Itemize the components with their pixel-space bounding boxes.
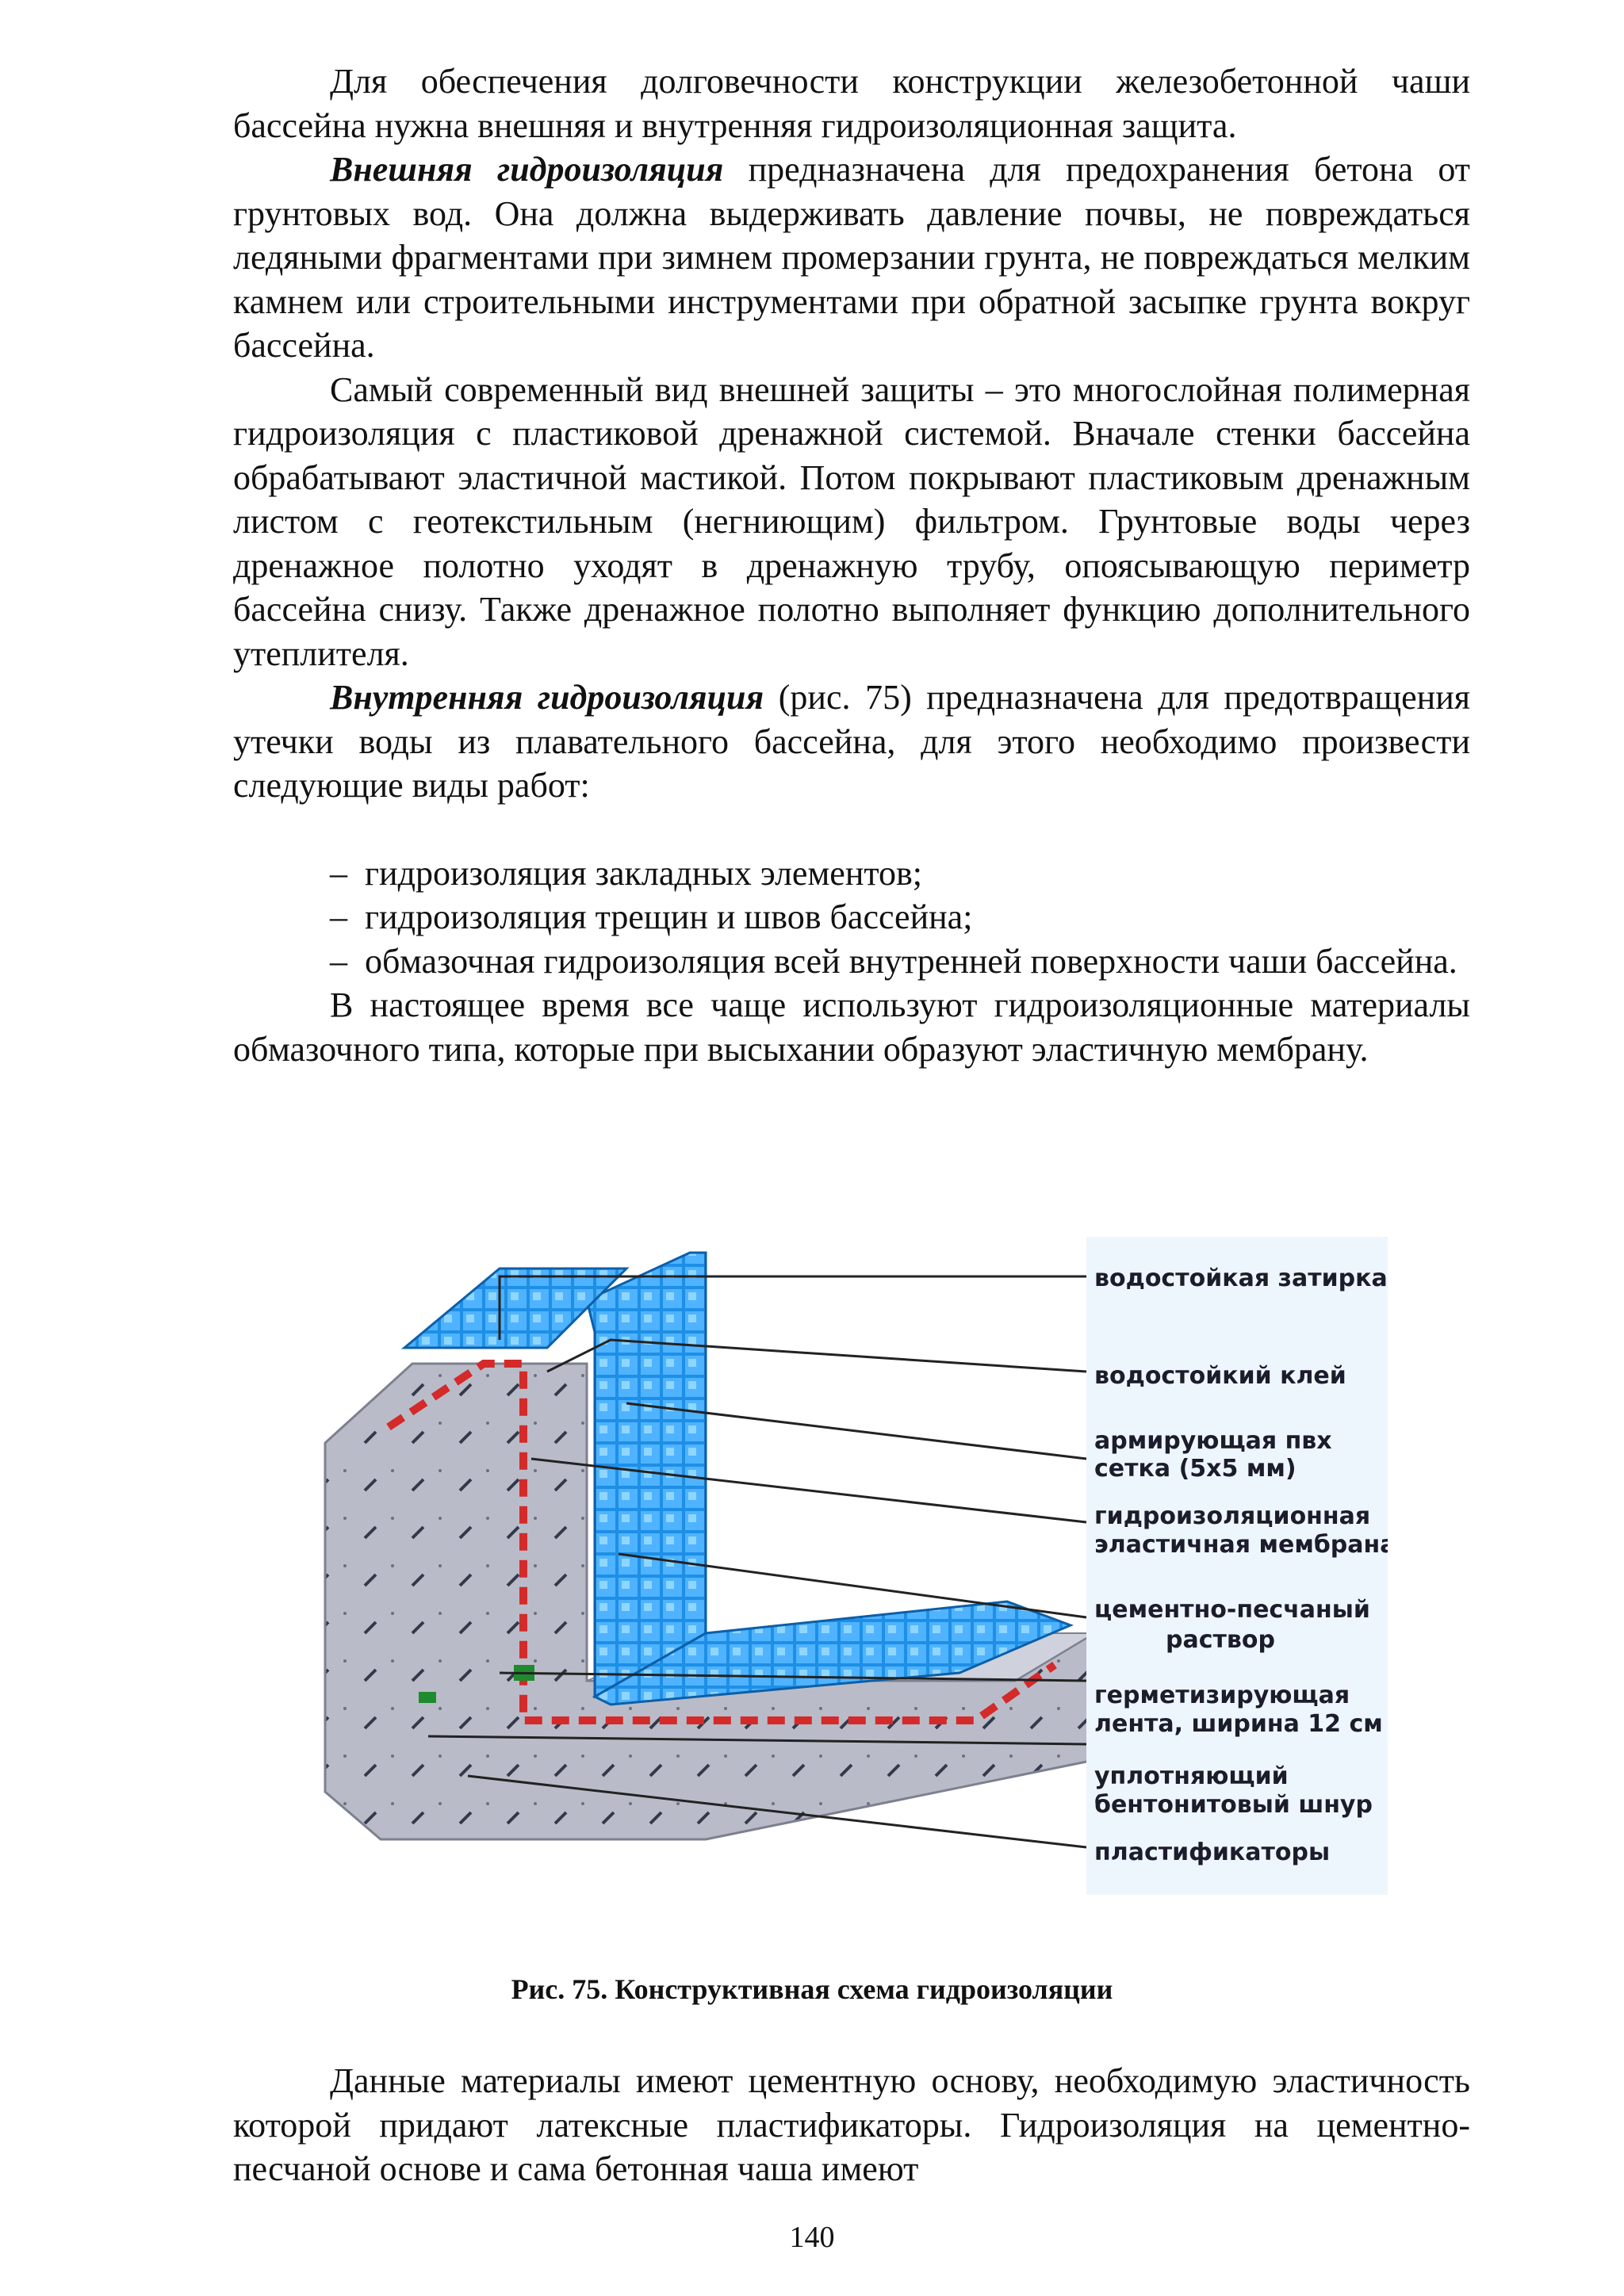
list-item-text: гидроизоляция закладных элементов; [365, 853, 923, 893]
list-dash: – [330, 941, 347, 981]
paragraph-intro: Для обеспечения долговечности конструкции железобетонной чаши бассейна нужна внешняя и внутренняя гидроизоляционная защита. [233, 62, 1470, 145]
term-external: Внешняя гидроизоляция [330, 150, 724, 189]
waterproofing-diagram [262, 1221, 1388, 1903]
label-mortar-2: раствор [1166, 1626, 1275, 1654]
label-mortar-1: цементно-песчаный [1094, 1596, 1370, 1624]
list-dash: – [330, 853, 347, 893]
label-cord-1: уплотняющий [1094, 1762, 1289, 1790]
label-membrane-2: эластичная мембрана [1094, 1531, 1388, 1559]
label-plasticizers: пластификаторы [1094, 1839, 1331, 1866]
paragraph-nowadays: В настоящее время все чаще используют гидроизоляционные материалы обмазочного типа, которые при высыхании образуют эластичную мембрану. [233, 985, 1470, 1069]
page-number: 140 [789, 2221, 835, 2254]
paragraph-internal [233, 675, 1470, 808]
internal-text: (рис. 75) предназначена для предотвращения утечки воды из плавательного бассейна, для этого необходимо произвести следующие виды работ: [233, 678, 1470, 805]
label-mesh-2: сетка (5х5 мм) [1094, 1455, 1297, 1483]
figure-caption: Рис. 75. Конструктивная схема гидроизоляции [511, 1973, 1113, 2005]
label-grout: водостойкая затирка [1094, 1265, 1388, 1292]
list-item-text: гидроизоляция трещин и швов бассейна; [365, 897, 973, 936]
term-internal: Внутренняя гидроизоляция [330, 678, 764, 717]
label-tape-2: лента, ширина 12 см [1094, 1710, 1383, 1738]
list-item-text: обмазочная гидроизоляция всей внутренней поверхности чаши бассейна. [365, 941, 1457, 981]
label-cord-2: бентонитовый шнур [1094, 1791, 1373, 1819]
waterproofing-figure [262, 1221, 1388, 1903]
wall-tiles [587, 1253, 706, 1697]
paragraph-external [233, 147, 1470, 368]
works-list [233, 851, 1470, 984]
list-item [233, 895, 1470, 939]
external-text: предназначена для предохранения бетона от грунтовых вод. Она должна выдерживать давление почвы, не повреждаться ледяными фрагментами при зимнем промерзании грунта, не повреждаться мелким камнем или строительными инструментами при обратной засыпке грунта вокруг бассейна. [233, 150, 1470, 365]
label-tape-1: герметизирующая [1094, 1682, 1350, 1709]
list-item [233, 939, 1470, 984]
body-text-top [233, 59, 1470, 1071]
list-item [233, 851, 1470, 896]
label-membrane-1: гидроизоляционная [1094, 1502, 1371, 1530]
bentonite-cord [419, 1692, 436, 1703]
label-mesh-1: армирующая пвх [1094, 1427, 1332, 1455]
concrete-base [325, 1364, 1094, 1839]
paragraph-materials: Данные материалы имеют цементную основу, необходимую эластичность которой придают латексные пластификаторы. Гидроизоляция на цементно-песчаной основе и сама бетонная чаша имеют [233, 2061, 1470, 2188]
body-text-bottom [233, 2059, 1470, 2191]
paragraph-modern: Самый современный вид внешней защиты – это многослойная полимерная гидроизоляция с пластиковой дренажной системой. Вначале стенки бассейна обрабатывают эластичной мастикой. Потом покрывают пластиковым дренажным листом с геотекстильным (негниющим) фильтром. Грунтовые воды через дренажное полотно уходят в дренажную трубу, опоясывающую периметр бассейна снизу. Также дренажное полотно выполняет функцию дополнительного утеплителя. [233, 369, 1470, 673]
list-dash: – [330, 897, 347, 936]
label-adhesive: водостойкий клей [1094, 1362, 1346, 1390]
